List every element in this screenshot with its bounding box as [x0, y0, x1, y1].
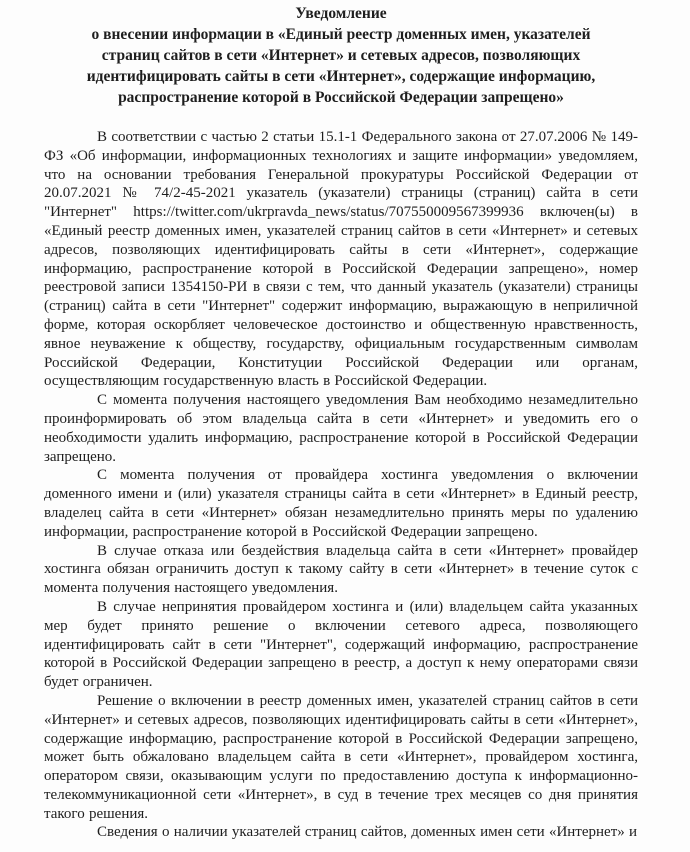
paragraph-legal-basis: В соответствии с частью 2 статьи 15.1-1 Федерального закона от 27.07.2006 № 149-ФЗ «Об информации, информационных технологиях и защите информации» уведомляем, что на основании требования Генеральной прокуратуры Российской Федерации от 20.07.2021 № 74/2-45-2021 указатель (указатели) страницы (страниц) сайта в сети "Интернет" https://twitter.com/ukrpravda_news/status/707550009567399936 включен(ы) в «Единый реестр доменных имен, указателей страниц сайтов в сети «Интернет» и сетевых адресов, позволяющих идентифицировать сайты в сети «Интернет», содержащие информацию, распространение которой в Российской Федерации запрещено», номер реестровой записи 1354150-РИ в связи с тем, что данный указатель (указатели) страницы (страниц) сайта в сети "Интернет" содержит информацию, выражающую в неприличной форме, которая оскорбляет человеческое достоинство и общественную нравственность, явное неуважение к обществу, государству, официальным государственным символам Российской Федерации, Конституции Российской Федерации или органам, осуществляющим государственную власть в Российской Федерации. — [44, 129, 638, 390]
document-header — [67, 3, 615, 108]
paragraph-hosting-restriction-duty: В случае отказа или бездействия владельца сайта в сети «Интернет» провайдер хостинга обязан ограничить доступ к такому сайту в сети «Интернет» в течение суток с момента получения настоящего уведомления. — [44, 542, 638, 597]
document-body — [44, 128, 638, 842]
paragraph-appeal-procedure: Решение о включении в реестр доменных имен, указателей страниц сайтов в сети «Интернет» и сетевых адресов, позволяющих идентифицировать сайты в сети «Интернет», содержащие информацию, распространение которой в Российской Федерации запрещено, может быть обжаловано владельцем сайта в сети «Интернет», провайдером хостинга, оператором связи, оказывающим услуги по предоставлению доступа к информационно-телекоммуникационной сети «Интернет», в суд в течение трех месяцев со дня принятия такого решения. — [44, 692, 638, 822]
paragraph-registry-info-truncated: Сведения о наличии указателей страниц сайтов, доменных имен сети «Интернет» и — [97, 824, 638, 841]
paragraph-owner-removal-duty: С момента получения от провайдера хостинга уведомления о включении доменного имени и (или) указателя страницы сайта в сети «Интернет» в Единый реестр, владелец сайта в сети «Интернет» обязан незамедлительно принять меры по удалению информации, распространение которой в Российской Федерации запрещено. — [44, 467, 638, 540]
paragraph-owner-notification-duty: С момента получения настоящего уведомления Вам необходимо незамедлительно проинформировать об этом владельца сайта в сети «Интернет» и уведомить его о необходимости удалить информацию, распространение которой в Российской Федерации запрещено. — [44, 392, 638, 465]
document-title: Уведомление — [295, 5, 387, 22]
paragraph-network-address-inclusion: В случае непринятия провайдером хостинга и (или) владельцем сайта указанных мер будет принято решение о включении сетевого адреса, позволяющего идентифицировать сайт в сети "Интернет", содержащий информацию, распространение которой в Российской Федерации запрещено в реестр, а доступ к нему операторами связи будет ограничен. — [44, 598, 638, 691]
document-subtitle: о внесении информации в «Единый реестр доменных имен, указателей страниц сайтов в сети «Интернет» и сетевых адресов, позволяющих идентифицировать сайты в сети «Интернет», содержащие информацию, распространение которой в Российской Федерации запрещено» — [86, 26, 596, 106]
